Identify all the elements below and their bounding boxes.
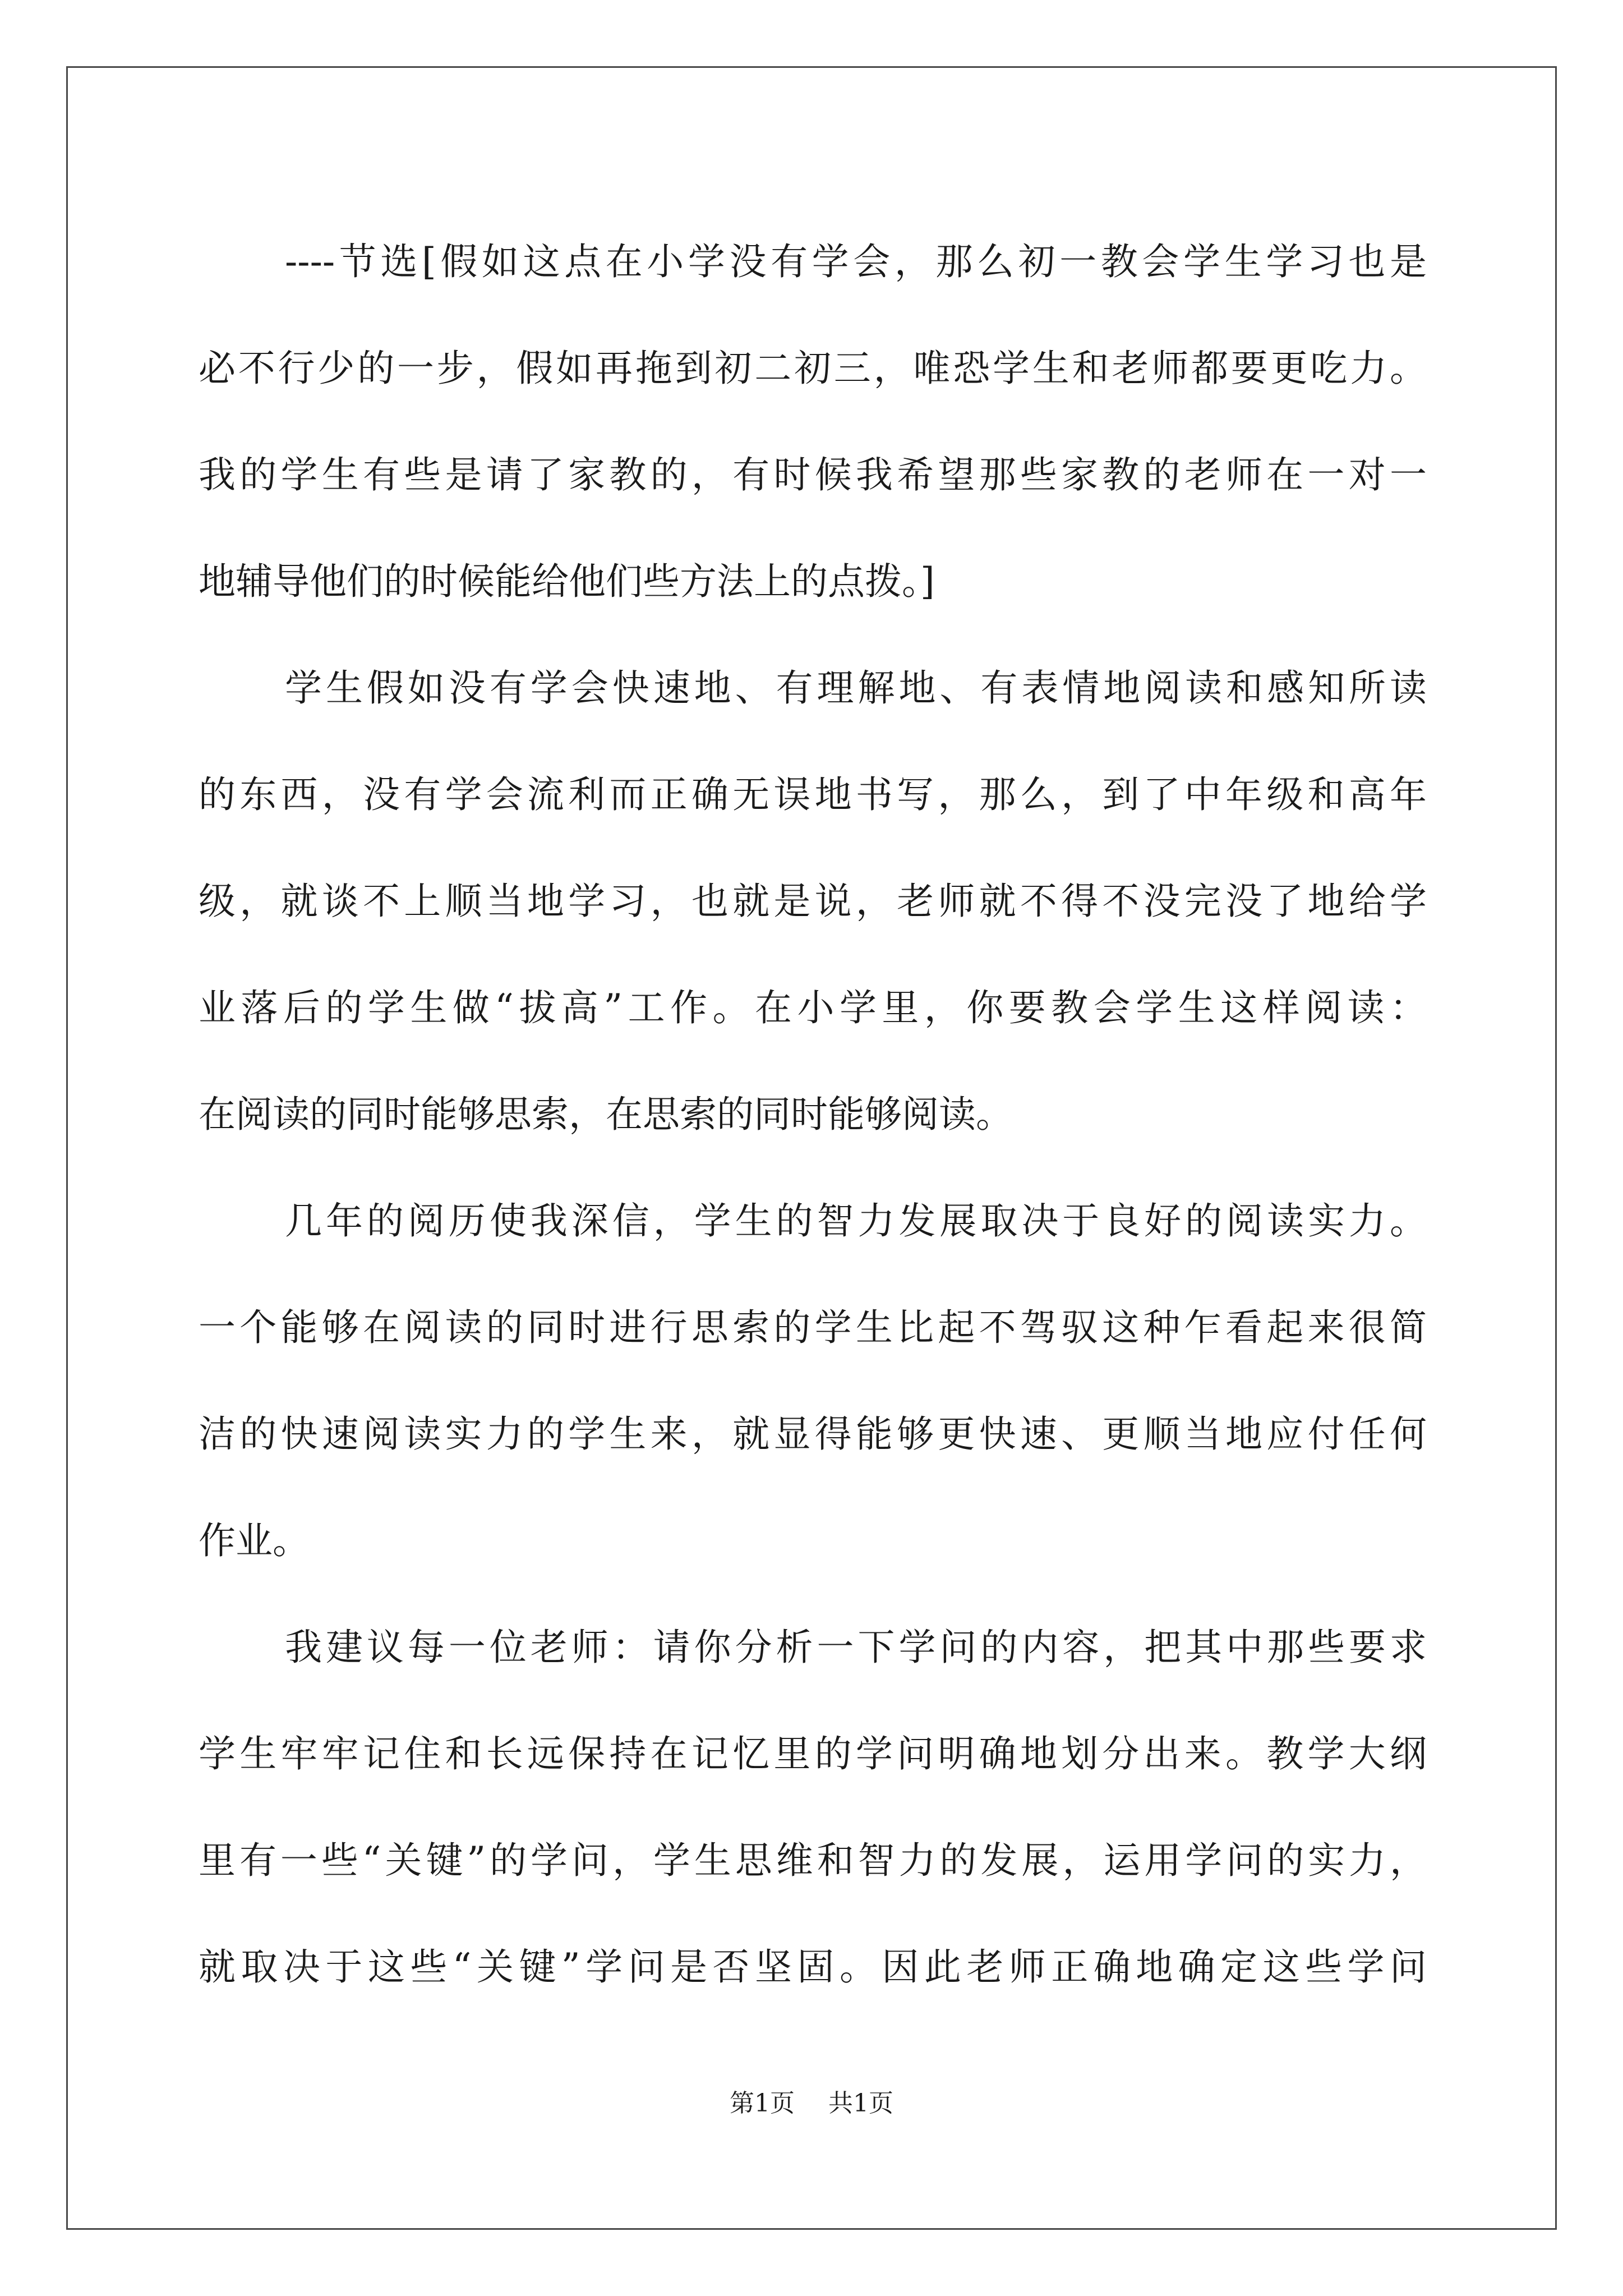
text-line: 作业。 [199, 1519, 310, 1562]
page-footer [0, 2087, 1623, 2120]
text-line: 我建议每一位老师：请你分析一下学问的内容，把其中那些要求 [285, 1626, 1427, 1669]
text-line: ----节选[假如这点在小学没有学会，那么初一教会学生学习也是 [285, 240, 1427, 283]
text-line: 我的学生有些是请了家教的，有时候我希望那些家教的老师在一对一 [199, 453, 1427, 496]
document-body [199, 209, 1427, 2021]
text-line: 几年的阅历使我深信，学生的智力发展取决于良好的阅读实力。 [285, 1199, 1427, 1243]
text-line: 业落后的学生做“拔高”工作。在小学里，你要教会学生这样阅读： [199, 986, 1427, 1029]
text-line: 的东西，没有学会流利而正确无误地书写，那么，到了中年级和高年 [199, 773, 1427, 816]
text-line: 必不行少的一步，假如再拖到初二初三，唯恐学生和老师都要更吃力。 [199, 347, 1427, 390]
text-line: 里有一些“关键”的学问，学生思维和智力的发展，运用学问的实力， [199, 1839, 1427, 1882]
text-line: 级，就谈不上顺当地学习，也就是说，老师就不得不没完没了地给学 [199, 880, 1427, 923]
text-line: 在阅读的同时能够思索，在思索的同时能够阅读。 [199, 1093, 1013, 1136]
text-line: 学生牢牢记住和长远保持在记忆里的学问明确地划分出来。教学大纲 [199, 1732, 1427, 1775]
text-line: 就取决于这些“关键”学问是否坚固。因此老师正确地确定这些学问 [199, 1945, 1427, 1989]
text-line: 一个能够在阅读的同时进行思索的学生比起不驾驭这种乍看起来很简 [199, 1306, 1427, 1349]
page-total: 共1页 [828, 2089, 893, 2118]
text-line: 学生假如没有学会快速地、有理解地、有表情地阅读和感知所读 [285, 666, 1427, 710]
text-line: 地辅导他们的时候能给他们些方法上的点拨。] [199, 560, 935, 603]
page-number: 第1页 [730, 2089, 795, 2118]
text-line: 洁的快速阅读实力的学生来，就显得能够更快速、更顺当地应付任何 [199, 1412, 1427, 1456]
